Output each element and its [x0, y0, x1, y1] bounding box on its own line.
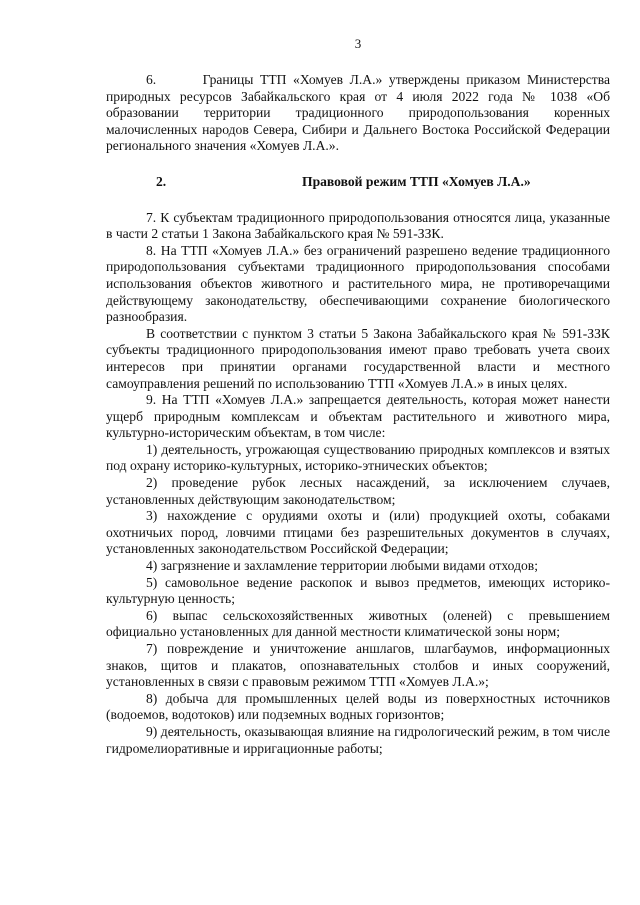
- section-heading: [106, 174, 610, 191]
- paragraph-7: 7. К субъектам традиционного природопользования относятся лица, указанные в части 2 статьи 1 Закона Забайкальского края № 591-ЗЗК.: [106, 209, 610, 242]
- section-number: 2.: [156, 173, 167, 189]
- list-item-4: 4) загрязнение и захламление территории любыми видами отходов;: [146, 558, 538, 574]
- paragraph-9: 9. На ТТП «Хомуев Л.А.» запрещается деятельность, которая может нанести ущерб природным комплексам и объектам растительного и животного мира, культурно-историческим объектам, в том числе:: [106, 392, 610, 441]
- list-item-6: 6) выпас сельскохозяйственных животных (оленей) с превышением официально установленных для данной местности климатической зоны норм;: [106, 607, 610, 640]
- paragraph-6: 6. Границы ТТП «Хомуев Л.А.» утверждены приказом Министерства природных ресурсов Забайкальского края от 4 июля 2022 года № 1038 «Об образовании территории традиционного природопользования коренных малочисленных народов Севера, Сибири и Дальнего Востока Российской Федерации регионального значения «Хомуев Л.А.».: [106, 72, 610, 154]
- paragraph-8-rights: В соответствии с пунктом 3 статьи 5 Закона Забайкальского края № 591-ЗЗК субъекты традиционного природопользования имеют право требовать учета своих интересов при принятии органами государственной власти и местного самоуправления решений по использованию ТТП «Хомуев Л.А.» в иных целях.: [106, 325, 610, 391]
- list-item-5: 5) самовольное ведение раскопок и вывоз предметов, имеющих историко-культурную ценность;: [106, 574, 610, 607]
- paragraph-8: 8. На ТТП «Хомуев Л.А.» без ограничений разрешено ведение традиционного природопользования субъектами традиционного природопользования способами использования объектов животного и растительного мира, не противоречащими действующему законодательству, обеспечивающими сохранение биологического разнообразия.: [106, 242, 610, 325]
- list-item-7: 7) повреждение и уничтожение аншлагов, шлагбаумов, информационных знаков, щитов и плакатов, опознавательных столбов и иных сооружений, установленных в связи с правовым режимом ТТП «Хомуев Л.А.»;: [106, 641, 610, 690]
- list-item-3: 3) нахождение с орудиями охоты и (или) продукцией охоты, собаками охотничьих пород, ловчими птицами без разрешительных документов в случаях, установленных законодательством Российской Федерации;: [106, 508, 610, 557]
- list-item-1: 1) деятельность, угрожающая существованию природных комплексов и взятых под охрану историко-культурных, историко-этнических объектов;: [106, 441, 610, 474]
- page-number: 3: [354, 36, 362, 51]
- list-item-9: 9) деятельность, оказывающая влияние на гидрологический режим, в том числе гидромелиоративные и ирригационные работы;: [106, 723, 610, 756]
- list-item-8: 8) добыча для промышленных целей воды из поверхностных источников (водоемов, водотоков) или подземных водных горизонтов;: [106, 690, 610, 723]
- list-item-2: 2) проведение рубок лесных насаждений, за исключением случаев, установленных действующим законодательством;: [106, 475, 610, 507]
- section-title: Правовой режим ТТП «Хомуев Л.А.»: [302, 173, 531, 189]
